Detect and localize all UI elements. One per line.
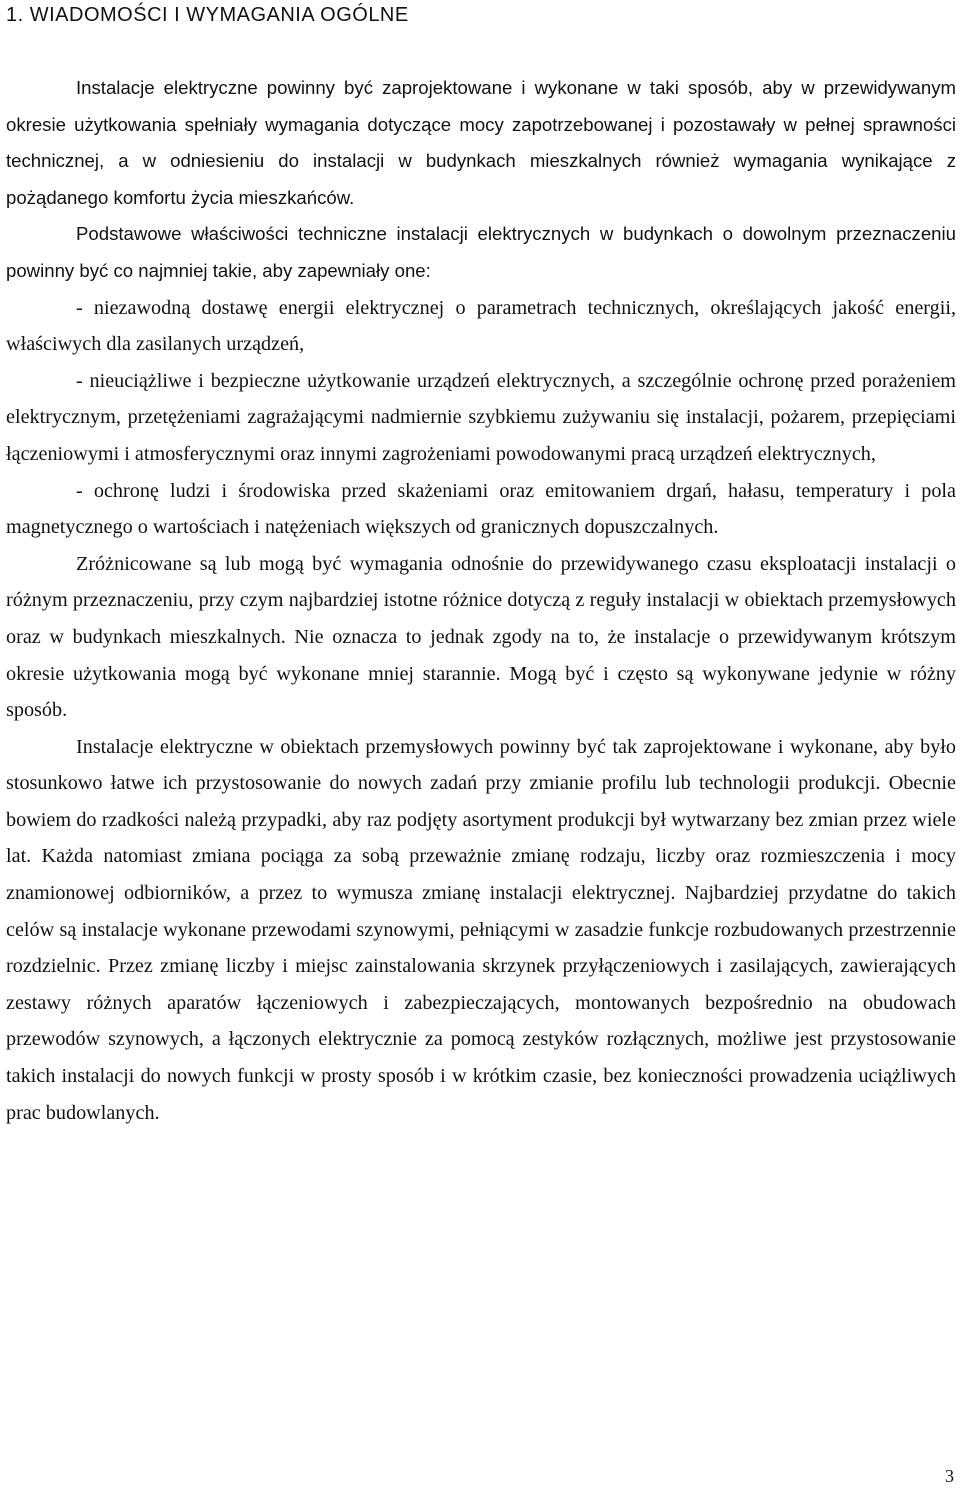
paragraph-requirements-differences: Zróżnicowane są lub mogą być wymagania odnośnie do przewidywanego czasu eksploatacji instalacji o różnym przeznaczeniu, przy czym najbardziej istotne różnice dotyczą z reguły instalacji w obiektach przemysłowych oraz w budynkach mieszkalnych. Nie oznacza to jednak zgody na to, że instalacje o przewidywanym krótszym okresie użytkowania mogą być wykonane mniej starannie. Mogą być i często są wykonywane jedynie w różny sposób. [6,552,956,722]
paragraph-industrial-installations: Instalacje elektryczne w obiektach przemysłowych powinny być tak zaprojektowane i wykonane, aby było stosunkowo łatwe ich przystosowanie do nowych zadań przy zmianie profilu lub technologii produkcji. Obecnie bowiem do rzadkości należą przypadki, aby raz podjęty asortyment produkcji był wytwarzany bez zmian przez wiele lat. Każda natomiast zmiana pociąga za sobą przeważnie zmianę rodzaju, liczby oraz rozmieszczenia i mocy znamionowej odbiorników, a przez to wymusza zmianę instalacji elektrycznej. Najbardziej przydatne do takich celów są instalacje wykonane przewodami szynowymi, pełniącymi w zasadzie funkcje rozbudowanych przestrzennie rozdzielnic. Przez zmianę liczby i miejsc zainstalowania skrzynek przyłączeniowych i zasilających, zawierających zestawy różnych aparatów łączeniowych i zabezpieczających, montowanych bezpośrednio na obudowach przewodów szynowych, a łączonych elektrycznie za pomocą zestyków rozłącznych, możliwe jest przystosowanie takich instalacji do nowych funkcji w prosty sposób i w krótkim czasie, bez konieczności prowadzenia uciążliwych prac budowlanych. [6,735,956,1124]
section-heading: 1. WIADOMOŚCI I WYMAGANIA OGÓLNE [6,4,409,26]
paragraph-basic-properties: Podstawowe właściwości techniczne instalacji elektrycznych w budynkach o dowolnym przeznaczeniu powinny być co najmniej takie, aby zapewniały one: [6,223,956,281]
page-number: 3 [945,1466,954,1486]
list-item-environment-protection: - ochronę ludzi i środowiska przed skażeniami oraz emitowaniem drgań, hałasu, temperatury i pola magnetycznego o wartościach i natężeniach większych od granicznych dopuszczalnych. [6,479,956,539]
paragraph-intro: Instalacje elektryczne powinny być zaprojektowane i wykonane w taki sposób, aby w przewidywanym okresie użytkowania spełniały wymagania dotyczące mocy zapotrzebowanej i pozostawały w pełnej sprawności technicznej, a w odniesieniu do instalacji w budynkach mieszkalnych również wymagania wynikające z pożądanego komfortu życia mieszkańców. [6,77,956,208]
list-item-reliable-supply: - niezawodną dostawę energii elektrycznej o parametrach technicznych, określających jakość energii, właściwych dla zasilanych urządzeń, [6,296,956,356]
document-body [6,70,956,1131]
list-item-safe-use: - nieuciążliwe i bezpieczne użytkowanie urządzeń elektrycznych, a szczególnie ochronę przed porażeniem elektrycznym, przetężeniami zagrażającymi nadmiernie szybkiemu zużywaniu się instalacji, pożarem, przepięciami łączeniowymi i atmosferycznymi oraz innymi zagrożeniami powodowanymi pracą urządzeń elektrycznych, [6,369,956,465]
